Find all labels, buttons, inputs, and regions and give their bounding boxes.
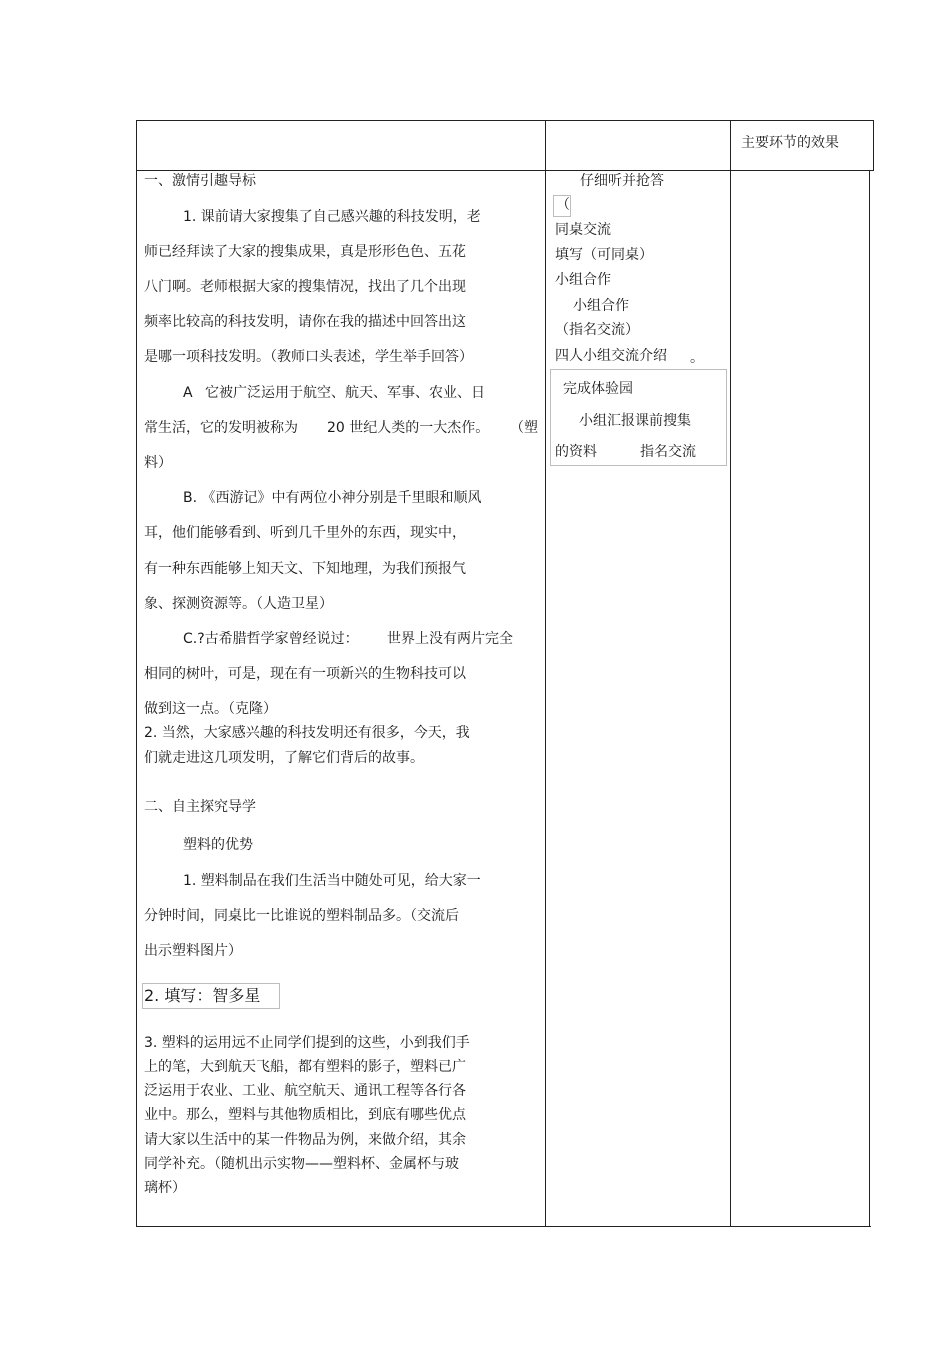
- student-activity-1: 仔细听并抢答: [580, 173, 664, 189]
- itemA-line1: 它被广泛运用于航空、航天、军事、农业、日: [205, 385, 485, 401]
- section2-title: 二、自主探究导学: [144, 799, 256, 815]
- header-right-border: [873, 120, 874, 171]
- para4-line2: 上的笔，大到航天飞船，都有塑料的影子，塑料已广: [144, 1059, 466, 1075]
- para4-line6: 同学补充。（随机出示实物——塑料杯、金属杯与玻: [144, 1156, 459, 1172]
- para3-line3: 出示塑料图片）: [144, 943, 242, 959]
- student-activity-11: 指名交流: [640, 444, 696, 460]
- section1-title: 一、激情引趣导标: [144, 173, 256, 189]
- para4-line3: 泛运用于农业、工业、航空航天、通讯工程等各行各: [144, 1083, 466, 1099]
- student-activity-2: 同桌交流: [555, 222, 611, 238]
- itemB-line3: 有一种东西能够上知天文、下知地理，为我们预报气: [144, 561, 466, 577]
- fill-in-title: 2. 填写：智多星: [144, 986, 261, 1005]
- student-activity-6: （指名交流）: [555, 322, 639, 338]
- student-activity-9: 小组汇报课前搜集: [579, 413, 691, 429]
- itemC-line1-part2: 世界上没有两片完全: [387, 631, 513, 647]
- column-divider-1: [545, 120, 546, 1227]
- para1-line3: 八门啊。老师根据大家的搜集情况，找出了几个出现: [144, 279, 466, 295]
- itemB-line2: 耳，他们能够看到、听到几千里外的东西，现实中，: [144, 525, 466, 541]
- itemB-line1: B. 《西游记》中有两位小神分别是千里眼和顺风: [183, 490, 482, 506]
- para3-line1: 1. 塑料制品在我们生活当中随处可见，给大家一: [183, 873, 481, 889]
- student-activity-bracket: （: [556, 197, 570, 213]
- student-activity-7: 四人小组交流介绍: [555, 348, 667, 364]
- itemA-label: A: [183, 385, 193, 401]
- itemA-line2-part3: （塑: [510, 420, 538, 436]
- para3-line2: 分钟时间，同桌比一比谁说的塑料制品多。（交流后: [144, 908, 459, 924]
- itemB-line4: 象、探测资源等。（人造卫星）: [144, 596, 333, 612]
- para1-line5: 是哪一项科技发明。（教师口头表述，学生举手回答）: [144, 349, 473, 365]
- itemC-line3: 做到这一点。（克隆）: [144, 701, 277, 717]
- student-activity-5: 小组合作: [573, 298, 629, 314]
- student-activity-10: 的资料: [555, 444, 597, 460]
- student-activity-3: 填写（可同桌）: [555, 247, 653, 263]
- para2-line2: 们就走进这几项发明，了解它们背后的故事。: [144, 750, 424, 766]
- table-bottom-border: [136, 1226, 871, 1227]
- subsection-title: 塑料的优势: [183, 837, 253, 853]
- itemC-line2: 相同的树叶，可是，现在有一项新兴的生物科技可以: [144, 666, 466, 682]
- para2-line1: 2. 当然，大家感兴趣的科技发明还有很多，今天，我: [144, 725, 470, 741]
- para1-line1: 1. 课前请大家搜集了自己感兴趣的科技发明，老: [183, 209, 481, 225]
- itemA-line2-part1: 常生活，它的发明被称为: [144, 420, 298, 436]
- para4-line7: 璃杯）: [144, 1180, 186, 1196]
- itemA-line3: 料）: [144, 455, 172, 471]
- table-right-border: [869, 170, 870, 1227]
- table-left-border: [136, 120, 137, 1227]
- column-divider-2: [730, 120, 731, 1227]
- header-bottom-border: [136, 170, 874, 171]
- para4-line1: 3. 塑料的运用远不止同学们提到的这些，小到我们手: [144, 1035, 470, 1051]
- para1-line4: 频率比较高的科技发明，请你在我的描述中回答出这: [144, 314, 466, 330]
- header-cell-effect: 主要环节的效果: [741, 135, 839, 151]
- itemC-line1-part1: C.?古希腊哲学家曾经说过：: [183, 631, 359, 647]
- student-activity-4: 小组合作: [555, 272, 611, 288]
- para1-line2: 师已经拜读了大家的搜集成果，真是形形色色、五花: [144, 244, 466, 260]
- table-top-border: [136, 120, 874, 121]
- itemA-line2-part2: 20 世纪人类的一大杰作。: [327, 420, 490, 436]
- student-activity-7-end: 。: [690, 350, 704, 366]
- para4-line4: 业中。那么，塑料与其他物质相比，到底有哪些优点: [144, 1107, 466, 1123]
- student-activity-8: 完成体验园: [563, 381, 633, 397]
- para4-line5: 请大家以生活中的某一件物品为例，来做介绍，其余: [144, 1132, 466, 1148]
